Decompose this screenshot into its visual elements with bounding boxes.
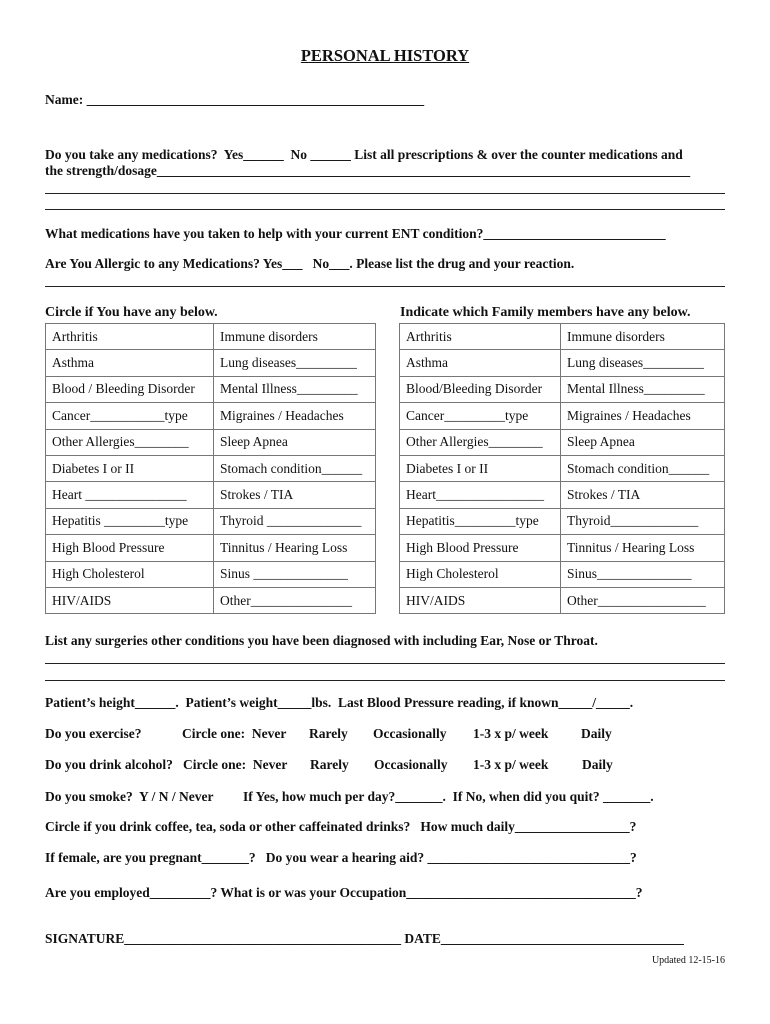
family-conditions-table	[399, 323, 725, 614]
personal-condition-cell[interactable]: Tinnitus / Hearing Loss	[214, 535, 376, 561]
alcohol-option-rarely[interactable]: Rarely	[310, 757, 349, 772]
personal-row	[46, 376, 376, 402]
exercise-option-1-3-per-week[interactable]: 1-3 x p/ week	[473, 726, 549, 741]
exercise-option-occasionally[interactable]: Occasionally	[373, 726, 447, 741]
family-condition-cell[interactable]: Arthritis	[400, 324, 561, 350]
family-row	[400, 561, 725, 587]
family-row	[400, 376, 725, 402]
allergy-blank-line[interactable]	[45, 286, 725, 287]
family-row	[400, 324, 725, 350]
family-condition-cell[interactable]: Stomach condition______	[561, 455, 725, 481]
family-condition-cell[interactable]: Blood/Bleeding Disorder	[400, 376, 561, 402]
family-row	[400, 587, 725, 613]
personal-row	[46, 455, 376, 481]
personal-condition-cell[interactable]: Immune disorders	[214, 324, 376, 350]
alcohol-option-daily[interactable]: Daily	[582, 757, 613, 772]
family-row	[400, 455, 725, 481]
family-condition-cell[interactable]: Lung diseases_________	[561, 350, 725, 376]
personal-condition-cell[interactable]: Mental Illness_________	[214, 376, 376, 402]
exercise-option-daily[interactable]: Daily	[581, 726, 612, 741]
family-condition-cell[interactable]: Hepatitis_________type	[400, 508, 561, 534]
family-condition-cell[interactable]: Migraines / Headaches	[561, 403, 725, 429]
family-row	[400, 482, 725, 508]
personal-row	[46, 535, 376, 561]
family-condition-cell[interactable]: Cancer_________type	[400, 403, 561, 429]
family-condition-cell[interactable]: Mental Illness_________	[561, 376, 725, 402]
family-row	[400, 429, 725, 455]
personal-row	[46, 587, 376, 613]
family-row	[400, 350, 725, 376]
family-condition-cell[interactable]: Asthma	[400, 350, 561, 376]
medications-dosage-field[interactable]: the strength/dosage_______________________________________________________________________________	[45, 163, 691, 178]
family-row	[400, 508, 725, 534]
pregnant-hearing-aid-question[interactable]: If female, are you pregnant_______? Do you wear a hearing aid? ______________________________?	[45, 850, 637, 865]
alcohol-question: Do you drink alcohol?	[45, 757, 173, 772]
medications-question: Do you take any medications? Yes______ No ______ List all prescriptions & over the counter medications and	[45, 147, 683, 162]
personal-condition-cell[interactable]: Lung diseases_________	[214, 350, 376, 376]
family-condition-cell[interactable]: Immune disorders	[561, 324, 725, 350]
personal-condition-cell[interactable]: Stomach condition______	[214, 455, 376, 481]
alcohol-option-occasionally[interactable]: Occasionally	[374, 757, 448, 772]
vitals-question[interactable]: Patient’s height______. Patient’s weight_____lbs. Last Blood Pressure reading, if known_____/_____.	[45, 695, 634, 710]
family-condition-cell[interactable]: HIV/AIDS	[400, 587, 561, 613]
personal-condition-cell[interactable]: HIV/AIDS	[46, 587, 214, 613]
caffeine-question[interactable]: Circle if you drink coffee, tea, soda or other caffeinated drinks? How much daily_________________?	[45, 819, 637, 834]
family-condition-cell[interactable]: Strokes / TIA	[561, 482, 725, 508]
family-conditions-header: Indicate which Family members have any below.	[400, 305, 691, 320]
personal-condition-cell[interactable]: High Cholesterol	[46, 561, 214, 587]
employment-question[interactable]: Are you employed_________? What is or was your Occupation__________________________________?	[45, 885, 643, 900]
surgeries-question: List any surgeries other conditions you have been diagnosed with including Ear, Nose or Throat.	[45, 633, 598, 648]
surgeries-blank-line-2[interactable]	[45, 680, 725, 681]
smoke-detail[interactable]: If Yes, how much per day?_______. If No, when did you quit? _______.	[243, 789, 654, 804]
family-condition-cell[interactable]: Tinnitus / Hearing Loss	[561, 535, 725, 561]
alcohol-circle-never[interactable]: Circle one: Never	[183, 757, 288, 772]
surgeries-blank-line-1[interactable]	[45, 663, 725, 664]
smoke-question[interactable]: Do you smoke? Y / N / Never	[45, 789, 214, 804]
exercise-circle-never[interactable]: Circle one: Never	[182, 726, 287, 741]
form-title: PERSONAL HISTORY	[300, 46, 470, 65]
ent-medications-question[interactable]: What medications have you taken to help with your current ENT condition?___________________________	[45, 226, 666, 241]
updated-date: Updated 12-15-16	[651, 955, 725, 966]
alcohol-option-1-3-per-week[interactable]: 1-3 x p/ week	[473, 757, 549, 772]
personal-row	[46, 561, 376, 587]
family-condition-cell[interactable]: High Cholesterol	[400, 561, 561, 587]
personal-condition-cell[interactable]: Heart _______________	[46, 482, 214, 508]
family-row	[400, 535, 725, 561]
personal-condition-cell[interactable]: Blood / Bleeding Disorder	[46, 376, 214, 402]
personal-condition-cell[interactable]: Cancer___________type	[46, 403, 214, 429]
name-field-label[interactable]: Name: __________________________________________________	[45, 92, 425, 107]
signature-date-line[interactable]: SIGNATURE_________________________________________ DATE____________________________________	[45, 931, 684, 946]
personal-condition-cell[interactable]: High Blood Pressure	[46, 535, 214, 561]
personal-condition-cell[interactable]: Migraines / Headaches	[214, 403, 376, 429]
family-condition-cell[interactable]: Sinus______________	[561, 561, 725, 587]
circle-conditions-header: Circle if You have any below.	[45, 305, 218, 320]
personal-row	[46, 482, 376, 508]
personal-condition-cell[interactable]: Arthritis	[46, 324, 214, 350]
personal-condition-cell[interactable]: Sinus ______________	[214, 561, 376, 587]
exercise-question: Do you exercise?	[45, 726, 142, 741]
family-condition-cell[interactable]: Diabetes I or II	[400, 455, 561, 481]
personal-condition-cell[interactable]: Asthma	[46, 350, 214, 376]
family-condition-cell[interactable]: Other Allergies________	[400, 429, 561, 455]
personal-condition-cell[interactable]: Other_______________	[214, 587, 376, 613]
medications-blank-line-2[interactable]	[45, 209, 725, 210]
family-condition-cell[interactable]: Heart________________	[400, 482, 561, 508]
family-condition-cell[interactable]: High Blood Pressure	[400, 535, 561, 561]
personal-condition-cell[interactable]: Strokes / TIA	[214, 482, 376, 508]
personal-row	[46, 508, 376, 534]
family-row	[400, 403, 725, 429]
personal-condition-cell[interactable]: Other Allergies________	[46, 429, 214, 455]
personal-row	[46, 403, 376, 429]
family-condition-cell[interactable]: Sleep Apnea	[561, 429, 725, 455]
exercise-option-rarely[interactable]: Rarely	[309, 726, 348, 741]
personal-row	[46, 350, 376, 376]
personal-condition-cell[interactable]: Sleep Apnea	[214, 429, 376, 455]
family-condition-cell[interactable]: Other________________	[561, 587, 725, 613]
personal-condition-cell[interactable]: Hepatitis _________type	[46, 508, 214, 534]
family-condition-cell[interactable]: Thyroid_____________	[561, 508, 725, 534]
personal-condition-cell[interactable]: Diabetes I or II	[46, 455, 214, 481]
personal-conditions-table	[45, 323, 376, 614]
medications-blank-line-1[interactable]	[45, 193, 725, 194]
allergy-question: Are You Allergic to any Medications? Yes___ No___. Please list the drug and your reaction.	[45, 256, 575, 271]
personal-condition-cell[interactable]: Thyroid ______________	[214, 508, 376, 534]
personal-row	[46, 429, 376, 455]
personal-row	[46, 324, 376, 350]
